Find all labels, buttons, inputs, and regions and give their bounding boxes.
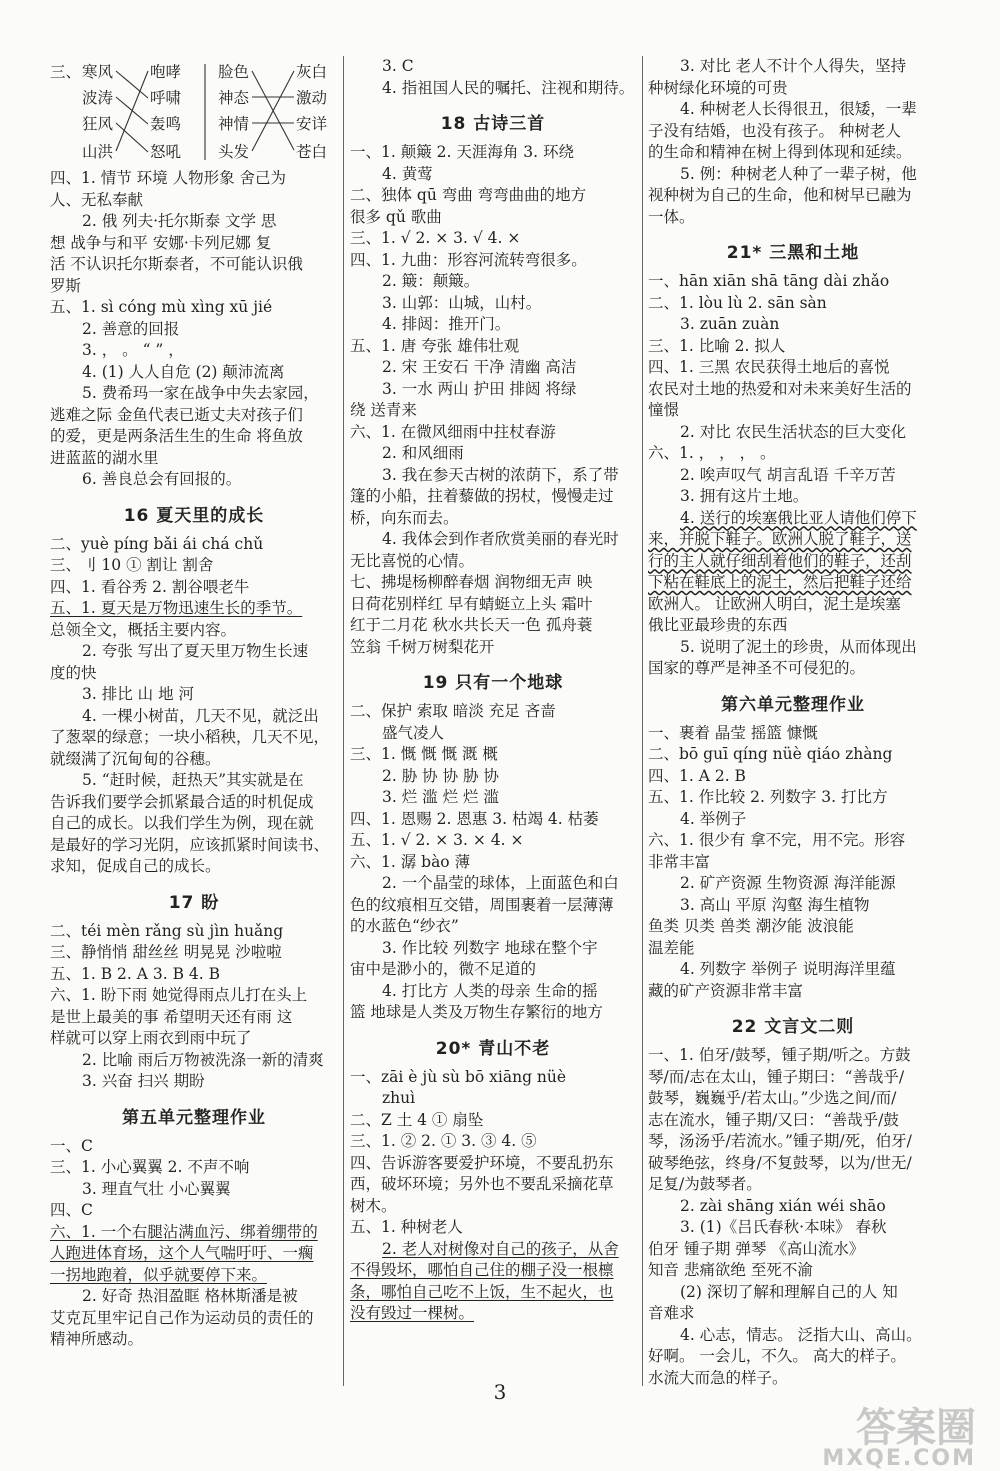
answer-line: 二、téi mèn rǎng sù jìn huǎng [50,921,284,940]
answer-line: 2. 簸：颠簸。 [382,272,480,290]
answer-line: 宙中是渺小的，微不足道的 [350,960,537,978]
answer-line: 二、yuè píng bǎi ái chá chǔ [50,534,264,553]
answer-line: 五、1. 唐 夸张 雄伟壮观 [350,336,520,355]
answer-line: 5. 说明了泥土的珍贵，从而体现出 [680,637,917,656]
answer-line: 5. 例：种树老人种了一辈子树，他 [680,164,917,183]
answer-line: 度的快 [50,663,97,682]
answer-line: 3. 对比 老人不计个人得失，坚持 [680,57,907,75]
answer-line: 琴/而/志在太山，锺子期曰：“善哉乎/ [648,1067,905,1086]
answer-line: 五、1. √ 2. × 3. × 4. × [350,831,524,849]
page-number: 3 [493,1380,507,1404]
answer-line: 精神所感动。 [50,1330,144,1348]
answer-line: 四、1. 看谷秀 2. 割谷喂老牛 [50,577,250,596]
answer-line: 2. 夸张 写出了夏天里万物生长速 [82,642,309,660]
answer-line: 好啊。 一会儿，不久。 高大的样子。 [648,1347,906,1365]
answer-line: 绕 送青来 [350,401,417,419]
match-word: 灰白 [296,63,328,81]
answer-line: 三、1. √ 2. × 3. √ 4. × [350,229,521,247]
answer-line: 3. ， 。 “ ” ， [82,341,184,359]
section-title: 20* 青山不老 [435,1038,551,1059]
match-word: 安详 [296,115,328,133]
answer-line: 俄比亚最珍贵的东西 [648,616,788,634]
match-word: 神态 [218,89,250,107]
answer-line: 二、1. lòu lù 2. sān sàn [648,293,827,312]
answer-line: 进蓝蓝的湖水里 [50,448,159,467]
answer-line: 三、静悄悄 甜丝丝 明晃晃 沙啦啦 [50,943,282,961]
answer-line: 3. 烂 滥 烂 烂 滥 [382,788,499,806]
matching-lines [50,56,338,168]
answer-line: 2. zài shāng xián wéi shāo [680,1196,886,1215]
answer-line: 视种树为自己的生命，他和树早已融为 [648,186,912,204]
answer-line: 四、1. 恩赐 2. 恩惠 3. 枯竭 4. 枯萎 [350,809,599,828]
answer-line: 2. 对比 农民生活状态的巨大变化 [680,422,907,441]
answer-line: 四、告诉游客要爱护环境，不要乱扔东 [350,1153,614,1172]
answer-line: 2. 唉声叹气 胡言乱语 千辛万苦 [680,465,896,484]
answer-line: 4. 心志，情志。 泛指大山、高山。 [680,1325,922,1344]
answer-line: 二、保护 索取 暗淡 充足 吝啬 [350,702,556,720]
matching-exercise [50,56,338,168]
answer-line: 四、1. 三黑 农民获得土地后的喜悦 [648,358,890,376]
answer-line: 五、1. 种树老人 [350,1218,463,1236]
answer-line: 西，破坏环境；另外也不要乱采摘花草 [350,1175,614,1193]
answer-line: 二、bō guī qíng nüè qiáo zhàng [648,745,893,763]
answer-line: 子没有结婚，也没有孩子。 种树老人 [648,121,901,140]
answer-line: 4. 举例子 [680,809,747,828]
answer-line: 逃难之际 金鱼代表已逝丈夫对孩子们 [50,405,303,424]
match-word: 山洪 [82,143,114,161]
answer-line: 3. C [382,57,414,75]
match-word: 轰鸣 [150,115,182,133]
answer-line: 一、zāi è jù sù bō xiāng nüè [350,1067,567,1086]
answer-line: 3. 兴奋 扫兴 期盼 [82,1072,205,1090]
answer-line: 没有毁过一棵树。 [350,1304,475,1322]
answer-line: 红于二月花 秋水共长天一色 孤舟蓑 [350,616,593,634]
match-word: 寒风 [82,63,114,81]
answer-line: 3. 高山 平原 沟壑 海生植物 [680,895,870,914]
answer-line: 六、1. ， ， ， 。 [648,444,776,462]
right-column [648,56,938,1389]
answer-line: 的爱，更是两条活生生的生命 将鱼放 [50,427,303,445]
match-word: 脸色 [218,63,250,81]
answer-line: 艾克瓦里牢记自己作为运动员的责任的 [50,1308,314,1327]
answer-line: 鱼类 贝类 兽类 潮汐能 波浪能 [648,917,854,935]
answer-line: 4. 送行的埃塞俄比亚人请他们停下 [680,508,917,527]
answer-line: 4. 种树老人长得很丑，很矮，一辈 [680,100,917,118]
answer-line: 人、无私奉献 [50,190,144,209]
answer-line: 树木。 [350,1196,397,1215]
answer-line: 三、刂 10 ① 割让 割舍 [50,556,214,574]
answer-line: 的水蓝色“纱衣” [350,917,459,935]
match-word: 神情 [218,115,250,133]
answer-line: 是世上最美的事 希望明天还有雨 这 [50,1007,293,1026]
answer-line: 无比喜悦的心情。 [350,551,475,570]
answer-line: 一体。 [648,207,695,226]
answer-line: 样就可以穿上雨衣到雨中玩了 [50,1029,252,1047]
answer-line: 求知，促成自己的成长。 [50,857,221,875]
answer-line: 知音 悲痛欲绝 至死不渝 [648,1261,813,1279]
answer-line: 日荷花别样红 早有蜻蜓立上头 霜叶 [350,594,593,613]
match-word: 头发 [218,143,250,161]
column-divider [343,56,344,1386]
answer-line: 2. 好奇 热泪盈眶 格林斯潘是被 [82,1287,298,1305]
answer-line: 非常丰富 [648,852,711,871]
answer-line: 3. 我在参天古树的浓荫下，系了带 [382,465,619,484]
answer-line: 一、hān xiān shā tāng dài zhǎo [648,272,890,290]
section-title: 16 夏天里的成长 [123,505,265,526]
answer-line: 三、1. ② 2. ① 3. ③ 4. ⑤ [350,1132,537,1150]
answer-line: 4. 我体会到作者欣赏美丽的春光时 [382,530,619,548]
answer-line: 憧憬 [648,401,680,419]
answer-line: 2. 一个晶莹的球体，上面蓝色和白 [382,874,619,892]
answer-line: 4. 指祖国人民的嘱托、注视和期待。 [382,78,635,97]
answer-line: 活 不认识托尔斯泰者，不可能认识俄 [50,255,303,273]
answer-line: 3. 作比较 列数字 地球在整个宇 [382,938,598,957]
answer-line: 2. 和风细雨 [382,444,464,462]
answer-line: 种树绿化环境的可贵 [648,78,788,97]
answer-line: 的生命和精神在树上得到体现和延续。 [648,143,912,161]
answer-line: 6. 善良总会有回报的。 [82,470,242,488]
answer-line: 4. 一棵小树苗，几天不见，就泛出 [82,706,319,725]
answer-line: 六、1. 潺 bào 薄 [350,852,471,871]
answer-line: 足复/为鼓琴者。 [648,1175,762,1193]
answer-line: 一拐地跑着，似乎就要停下来。 [50,1265,268,1284]
answer-line: 条，哪怕自己吃不上饭，生不起火，也 [350,1282,614,1301]
answer-line: 5. “赶时候，赶热天”其实就是在 [82,771,304,789]
section-title: 18 古诗三首 [440,114,546,134]
answer-line: 三、1. 比喻 2. 拟人 [648,336,786,355]
answer-line: 篷的小船，拄着藜做的拐杖，慢慢走过 [350,487,614,505]
answer-line: 二、Z 土 4 ① 扇坠 [350,1110,484,1129]
middle-column [350,56,636,1325]
answer-line: 自己的成长。以我们学生为例，现在就 [50,814,314,832]
answer-line: 五、1. sì cóng mù xìng xū jié [50,298,273,316]
answer-line: 4. 打比方 人类的母亲 生命的摇 [382,981,598,1000]
answer-line: 三、1. 慨 慨 慨 溉 概 [350,745,498,763]
answer-line: 志在流水，锺子期/又曰：“善哉乎/鼓 [648,1110,899,1129]
column-divider [642,56,643,1386]
answer-line: 2. 矿产资源 生物资源 海洋能源 [680,874,896,892]
answer-line: 2. 宋 王安石 干净 清幽 高洁 [382,358,577,376]
answer-line: 罗斯 [50,276,82,295]
answer-line: 三、1. 小心翼翼 2. 不声不响 [50,1158,250,1176]
answer-line: 一、C [50,1136,93,1155]
answer-line: 盛气凌人 [382,723,445,742]
answer-line: 就缀满了沉甸甸的谷穗。 [50,749,221,768]
answer-line: 行的主人就仔细刮着他们的鞋子，还刮 [648,551,912,570]
matching-label: 三、 [50,63,82,81]
section-title: 22 文言文二则 [731,1017,855,1037]
answer-line: 4. 排闼：推开门。 [382,315,511,333]
section-title: 19 只有一个地球 [422,673,564,693]
answer-line: 五、1. 夏天是万物迅速生长的季节。 [50,599,303,617]
match-word: 咆哮 [150,63,182,81]
answer-line: 4. (1) 人人自危 (2) 颠沛流离 [82,362,285,381]
match-word: 怒吼 [150,143,182,161]
match-word: 狂风 [82,115,114,133]
answer-line: 藏的矿产资源非常丰富 [648,981,804,1000]
answer-line: 笠翁 千树万树梨花开 [350,637,495,656]
answer-line: 篮 地球是人类及万物生存繁衍的地方 [350,1003,603,1021]
answer-line: 农民对土地的热爱和对未来美好生活的 [648,379,912,398]
answer-line: 2. 善意的回报 [82,319,180,338]
match-word: 呼啸 [150,89,182,107]
answer-line: 来，并脱下鞋子。欧洲人脱了鞋子，送 [648,530,912,548]
answer-line: 了葱翠的绿意；一块小稻秧，几天不见， [50,728,330,746]
answer-line: 四、1. 九曲：形容河流转弯很多。 [350,250,587,269]
answer-line: 2. 比喻 雨后万物被洗涤一新的清爽 [82,1050,324,1069]
answer-line: 六、1. 在微风细雨中拄杖春游 [350,422,556,441]
answer-line: 六、1. 很少有 拿不完，用不完。形容 [648,831,906,849]
answer-line: 色的纹痕相互交错，周围裹着一层薄薄 [350,895,614,914]
answer-line: 一、1. 颠簸 2. 天涯海角 3. 环绕 [350,143,575,161]
answer-line: 下粘在鞋底上的泥土，然后把鞋子还给 [648,573,912,591]
answer-line: 四、C [50,1201,93,1219]
left-column [50,56,338,1351]
answer-line: 3. 排比 山 地 河 [82,685,194,703]
answer-line: 告诉我们要学会抓紧最合适的时机促成 [50,792,314,811]
answer-line: 2. 胁 协 协 胁 协 [382,766,499,785]
match-word: 激动 [296,89,328,107]
answer-line: 4. 列数字 举例子 说明海洋里蕴 [680,960,896,978]
answer-line: 六、1. 一个右腿沾满血污、绑着绷带的 [50,1222,318,1241]
answer-line: 鼓琴，巍巍乎/若太山。”少选之间/而/ [648,1089,897,1107]
answer-line: 五、1. B 2. A 3. B 4. B [50,964,221,983]
answer-line: 很多 qǔ 歌曲 [350,207,442,226]
answer-line: 一、1. 伯牙/鼓琴，锺子期/听之。方鼓 [648,1046,911,1064]
section-title: 第六单元整理作业 [721,694,865,715]
answer-line: 伯牙 锺子期 弹琴 《高山流水》 [648,1239,865,1258]
answer-line: 2. 老人对树像对自己的孩子，从舍 [382,1239,619,1258]
answer-line: 3. 理直气壮 小心翼翼 [82,1179,231,1198]
answer-line: 六、1. 盼下雨 她觉得雨点儿打在头上 [50,986,308,1004]
section-title: 第五单元整理作业 [122,1107,266,1128]
answer-line: (2) 深切了解和理解自己的人 知 [680,1282,898,1301]
answer-line: 3. 一水 两山 护田 排闼 将绿 [382,379,577,398]
section-title: 21* 三黑和土地 [726,243,860,263]
answer-line: 想 战争与和平 安娜·卡列尼娜 复 [50,233,272,252]
answer-line: 一、裹着 晶莹 摇篮 慷慨 [648,723,818,742]
answer-line: 琴，汤汤乎/若流水。”锺子期/死，伯牙/ [648,1132,912,1150]
match-word: 苍白 [296,143,328,161]
answer-line: 二、独体 qū 弯曲 弯弯曲曲的地方 [350,186,587,204]
answer-line: 欧洲人。 让欧洲人明白，泥土是埃塞 [648,594,901,613]
answer-line: 水流大而急的样子。 [648,1368,788,1387]
answer-line: 破琴绝弦，终身/不复鼓琴，以为/世无/ [648,1153,912,1172]
answer-line: 人跑进体育场，这个人气喘吁吁、一瘸 [50,1244,314,1262]
answer-line: 音难求 [648,1304,695,1322]
answer-line: 3. zuān zuàn [680,315,780,333]
answer-line: 四、1. A 2. B [648,766,746,785]
answer-line: 4. 黄莺 [382,164,433,183]
watermark-logo: 答案圈 MXQE.COM [822,1405,976,1471]
answer-line: 2. 俄 列夫·托尔斯泰 文学 思 [82,212,277,230]
answer-line: 3. 山郭：山城，山村。 [382,293,542,312]
match-word: 波涛 [82,89,114,107]
answer-line: 总领全文，概括主要内容。 [50,620,237,639]
answer-line: 5. 费希玛一家在战争中失去家园， [82,384,319,402]
answer-line: 温差能 [648,938,695,957]
answer-line: 五、1. 作比较 2. 列数字 3. 打比方 [648,788,888,806]
answer-line: 3. 拥有这片土地。 [680,487,809,505]
answer-line: 桥，向东而去。 [350,508,459,527]
answer-line: 是最好的学习光阴，应该抓紧时间读书、 [50,835,330,854]
answer-line: 四、1. 情节 环境 人物形象 舍己为 [50,169,286,187]
answer-line: 七、拂堤杨柳醉春烟 润物细无声 映 [350,573,593,591]
section-title: 17 盼 [168,892,220,913]
answer-line: zhuì [382,1089,416,1107]
answer-line: 3. (1)《吕氏春秋·本味》 春秋 [680,1218,887,1236]
answer-line: 国家的尊严是神圣不可侵犯的。 [648,659,866,677]
answer-line: 不得毁坏，哪怕自己住的棚子没一根檩 [350,1261,614,1279]
